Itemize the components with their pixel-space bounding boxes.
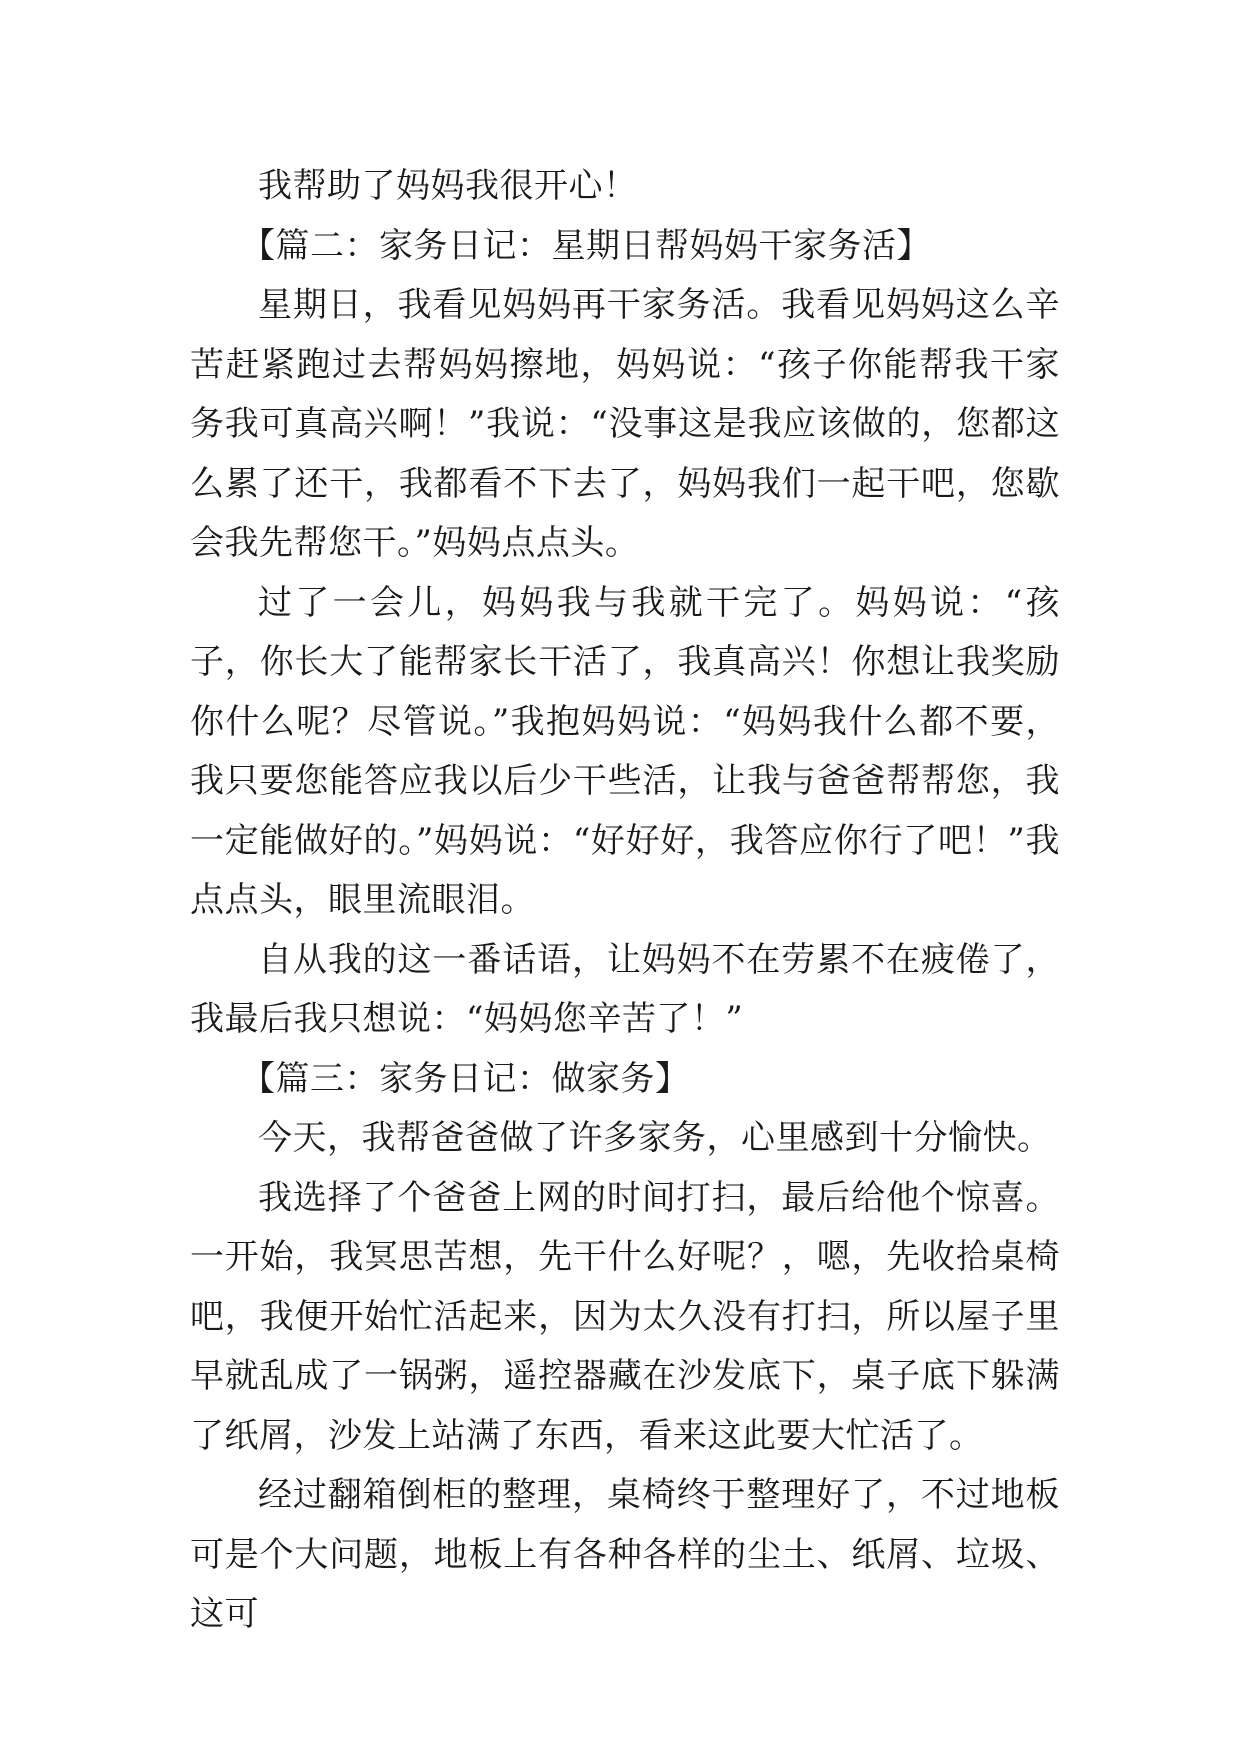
section-heading: 【篇二：家务日记：星期日帮妈妈干家务活】 — [241, 225, 931, 266]
paragraph: 星期日，我看见妈妈再干家务活。我看见妈妈这么辛苦赶紧跑过去帮妈妈擦地，妈妈说：“孩子你能帮我干家务我可真高兴啊！”我说：“没事这是我应该做的，您都这么累了还干，我都看不下去了，妈妈我们一起干吧，您歇会我先帮您干。”妈妈点点头。 — [190, 285, 1060, 563]
paragraph: 今天，我帮爸爸做了许多家务，心里感到十分愉快。 — [258, 1118, 1052, 1158]
paragraph: 过了一会儿，妈妈我与我就干完了。妈妈说：“孩子，你长大了能帮家长干活了，我真高兴！你想让我奖励你什么呢？尽管说。”我抱妈妈说：“妈妈我什么都不要，我只要您能答应我以后少干些活，让我与爸爸帮帮您，我一定能做好的。”妈妈说：“好好好，我答应你行了吧！”我点点头，眼里流眼泪。 — [190, 582, 1060, 920]
document-body — [190, 157, 1060, 1645]
section-heading: 【篇三：家务日记：做家务】 — [241, 1058, 690, 1099]
paragraph: 我选择了个爸爸上网的时间打扫，最后给他个惊喜。一开始，我冥思苦想，先干什么好呢？，嗯，先收拾桌椅吧，我便开始忙活起来，因为太久没有打扫，所以屋子里早就乱成了一锅粥，遥控器藏在沙发底下，桌子底下躲满了纸屑，沙发上站满了东西，看来这此要大忙活了。 — [190, 1177, 1060, 1456]
paragraph: 自从我的这一番话语，让妈妈不在劳累不在疲倦了，我最后我只想说：“妈妈您辛苦了！” — [190, 939, 1060, 1039]
paragraph: 我帮助了妈妈我很开心！ — [258, 166, 638, 206]
paragraph: 经过翻箱倒柜的整理，桌椅终于整理好了，不过地板可是个大问题，地板上有各种各样的尘土、纸屑、垃圾、这可 — [190, 1475, 1060, 1634]
